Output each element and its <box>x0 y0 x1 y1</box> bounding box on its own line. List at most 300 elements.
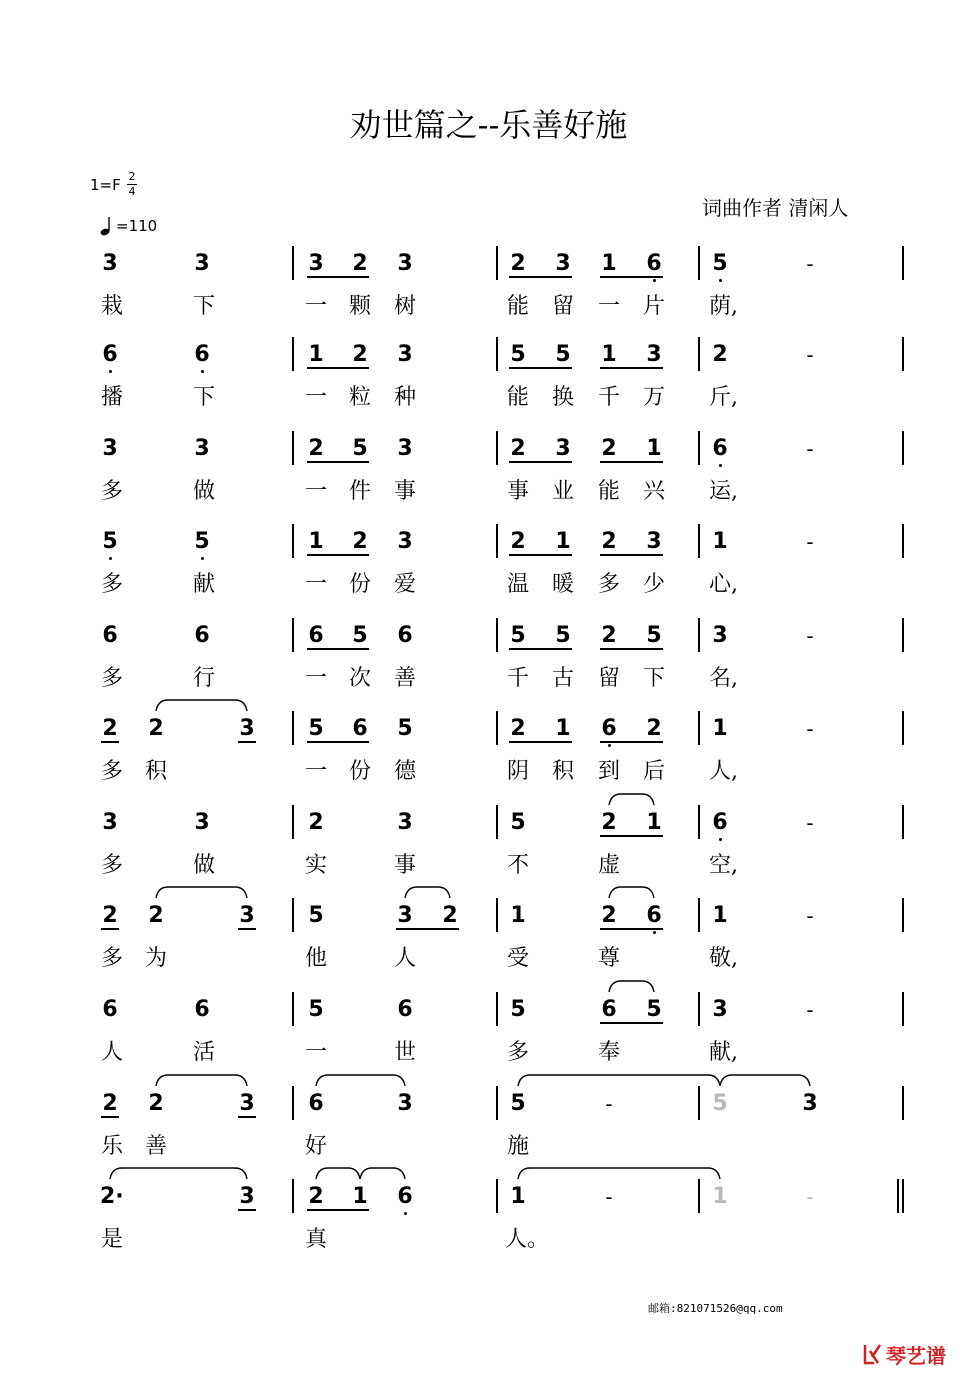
note: 2 <box>601 810 617 835</box>
note: 6 <box>601 716 617 741</box>
bar-line <box>292 1179 294 1213</box>
lyric-syllable: 片 <box>642 294 665 319</box>
lyric-syllable: 是 <box>100 1227 123 1252</box>
note: 3 <box>102 436 118 461</box>
lyric-syllable: 次 <box>348 666 371 691</box>
lyric-syllable: 留 <box>597 666 620 691</box>
lyric-syllable: 千 <box>506 666 529 691</box>
low-octave-dot <box>719 464 722 467</box>
note: 2 <box>102 716 118 741</box>
note: 3 <box>802 1091 818 1116</box>
sustain-dash: - <box>806 1185 814 1209</box>
bar-line <box>698 1086 700 1120</box>
bar-line <box>292 805 294 839</box>
low-octave-dot <box>653 931 656 934</box>
lyric-syllable: 乐 <box>100 1134 123 1159</box>
eighth-note-underline <box>600 554 663 556</box>
bar-line <box>292 898 294 932</box>
bar-line <box>292 992 294 1026</box>
note: 6 <box>102 342 118 367</box>
note: 5 <box>510 1091 526 1116</box>
lyric-syllable: 下 <box>192 294 215 319</box>
bar-line <box>292 524 294 558</box>
slur-tie <box>314 1072 407 1088</box>
note: 2 <box>712 342 728 367</box>
sustain-dash: - <box>605 1092 613 1116</box>
note: 5 <box>352 436 368 461</box>
bar-line <box>496 337 498 371</box>
lyric-syllable: 爱 <box>393 572 416 597</box>
lyric-syllable: 敬, <box>709 946 738 971</box>
lyric-syllable: 不 <box>506 853 529 878</box>
lyric-syllable: 人, <box>709 759 738 784</box>
bar-line <box>902 618 904 652</box>
note: 3 <box>397 436 413 461</box>
note: 1 <box>601 342 617 367</box>
bar-line <box>698 618 700 652</box>
lyric-syllable: 善 <box>144 1134 167 1159</box>
slur-tie <box>314 1165 362 1181</box>
sustain-dash: - <box>806 252 814 276</box>
bar-line <box>496 246 498 280</box>
lyric-syllable: 做 <box>192 853 215 878</box>
lyric-syllable: 心, <box>709 572 738 597</box>
bar-line <box>698 337 700 371</box>
lyric-syllable: 事 <box>393 853 416 878</box>
bar-line <box>292 711 294 745</box>
eighth-note-underline <box>238 1116 256 1118</box>
lyric-syllable: 荫, <box>709 294 738 319</box>
eighth-note-underline <box>101 741 119 743</box>
bar-line <box>292 1086 294 1120</box>
lyric-syllable: 积 <box>144 759 167 784</box>
lyric-syllable: 一 <box>597 294 620 319</box>
note: 6 <box>308 623 324 648</box>
note: 3 <box>712 623 728 648</box>
note: 3 <box>102 810 118 835</box>
note: 5 <box>308 903 324 928</box>
lyric-syllable: 世 <box>393 1040 416 1065</box>
sustain-dash: - <box>806 998 814 1022</box>
note: 1 <box>352 1184 368 1209</box>
note: 2 <box>148 716 164 741</box>
eighth-note-underline <box>307 461 369 463</box>
note: 2 <box>148 903 164 928</box>
eighth-note-underline <box>509 648 572 650</box>
note: 5 <box>646 997 662 1022</box>
eighth-note-underline <box>600 1022 663 1024</box>
bar-line <box>496 898 498 932</box>
slur-tie <box>607 978 656 994</box>
note: 3 <box>397 810 413 835</box>
note: 5 <box>510 810 526 835</box>
lyric-syllable: 名, <box>709 666 738 691</box>
note: 3 <box>194 810 210 835</box>
note: 1 <box>510 903 526 928</box>
slur-tie <box>108 1165 249 1181</box>
sustain-dash: - <box>806 530 814 554</box>
lyric-syllable: 为 <box>144 946 167 971</box>
note: 2 <box>510 529 526 554</box>
eighth-note-underline <box>307 741 369 743</box>
bar-line <box>698 524 700 558</box>
low-octave-dot <box>201 370 204 373</box>
note: 1 <box>308 529 324 554</box>
slur-tie <box>403 884 452 900</box>
lyric-syllable: 多 <box>506 1040 529 1065</box>
note: 2 <box>148 1091 164 1116</box>
note: 2 <box>510 251 526 276</box>
lyric-syllable: 虚 <box>597 853 620 878</box>
note: 3 <box>239 903 255 928</box>
eighth-note-underline <box>307 276 369 278</box>
low-octave-dot <box>719 838 722 841</box>
low-octave-dot <box>719 279 722 282</box>
note: 2 <box>308 1184 324 1209</box>
bar-line <box>292 618 294 652</box>
lyric-syllable: 多 <box>100 759 123 784</box>
eighth-note-underline <box>600 648 663 650</box>
lyric-syllable: 能 <box>597 479 620 504</box>
lyric-syllable: 业 <box>551 479 574 504</box>
sustain-dash: - <box>806 904 814 928</box>
eighth-note-underline <box>307 1209 369 1211</box>
lyric-syllable: 献, <box>709 1040 738 1065</box>
eighth-note-underline <box>600 835 663 837</box>
slur-tie <box>718 1072 812 1088</box>
lyric-syllable: 人。 <box>505 1227 550 1252</box>
lyric-syllable: 空, <box>709 853 738 878</box>
time-signature: 2 4 <box>128 170 136 198</box>
lyric-syllable: 行 <box>192 666 215 691</box>
note: 5 <box>646 623 662 648</box>
lyric-syllable: 一 <box>304 572 327 597</box>
note: 3 <box>308 251 324 276</box>
lyric-syllable: 积 <box>551 759 574 784</box>
bar-line <box>496 1179 498 1213</box>
lyric-syllable: 事 <box>393 479 416 504</box>
composer-credit: 词曲作者 清闲人 <box>702 196 849 220</box>
note: 1 <box>555 529 571 554</box>
lyric-syllable: 千 <box>597 385 620 410</box>
note: 2 <box>442 903 458 928</box>
lyric-syllable: 温 <box>506 572 529 597</box>
lyric-syllable: 一 <box>304 666 327 691</box>
slur-tie <box>358 1165 407 1181</box>
note: 5 <box>308 997 324 1022</box>
note: 6 <box>712 810 728 835</box>
bar-line <box>698 711 700 745</box>
note: 2 <box>510 436 526 461</box>
note: 3 <box>397 529 413 554</box>
lyric-syllable: 换 <box>551 385 574 410</box>
lyric-syllable: 一 <box>304 1040 327 1065</box>
note: 2 <box>601 623 617 648</box>
tempo-mark: =110 <box>116 217 158 235</box>
bar-line <box>698 246 700 280</box>
bar-line <box>496 992 498 1026</box>
eighth-note-underline <box>600 276 663 278</box>
lyric-syllable: 多 <box>100 666 123 691</box>
lyric-syllable: 树 <box>393 294 416 319</box>
note: 5 <box>510 623 526 648</box>
lyric-syllable: 留 <box>551 294 574 319</box>
eighth-note-underline <box>238 741 256 743</box>
note: 2 <box>102 903 118 928</box>
sustain-dash: - <box>806 717 814 741</box>
note: 6 <box>102 997 118 1022</box>
note: 3 <box>194 251 210 276</box>
lyric-syllable: 后 <box>642 759 665 784</box>
note: 3 <box>646 342 662 367</box>
lyric-syllable: 能 <box>506 385 529 410</box>
low-octave-dot <box>608 744 611 747</box>
quarter-note-icon <box>100 216 114 236</box>
bar-line <box>292 246 294 280</box>
slur-tie <box>607 884 656 900</box>
lyric-syllable: 暖 <box>551 572 574 597</box>
lyric-syllable: 种 <box>393 385 416 410</box>
slur-tie <box>516 1165 722 1181</box>
eighth-note-underline <box>101 928 119 930</box>
note: 5 <box>308 716 324 741</box>
note: 5 <box>712 251 728 276</box>
bar-line <box>496 711 498 745</box>
lyric-syllable: 多 <box>100 479 123 504</box>
lyric-syllable: 能 <box>506 294 529 319</box>
note: 2 <box>102 1091 118 1116</box>
note: 5 <box>397 716 413 741</box>
lyric-syllable: 受 <box>506 946 529 971</box>
note: 6 <box>646 251 662 276</box>
lyric-syllable: 善 <box>393 666 416 691</box>
bar-line <box>902 898 904 932</box>
eighth-note-underline <box>238 928 256 930</box>
lyric-syllable: 颗 <box>348 294 371 319</box>
note: 1 <box>646 810 662 835</box>
eighth-note-underline <box>600 928 663 930</box>
eighth-note-underline <box>600 741 663 743</box>
note: 2 <box>601 903 617 928</box>
note: 2 <box>510 716 526 741</box>
note: 3 <box>102 251 118 276</box>
lyric-syllable: 兴 <box>642 479 665 504</box>
note: 3 <box>555 436 571 461</box>
slur-tie <box>154 697 249 713</box>
bar-line <box>698 1179 700 1213</box>
note: 5 <box>102 529 118 554</box>
note: 5 <box>555 623 571 648</box>
bar-line <box>698 992 700 1026</box>
note: 1 <box>712 1184 728 1209</box>
sustain-dash: - <box>605 1185 613 1209</box>
lyric-syllable: 一 <box>304 294 327 319</box>
note: 5 <box>194 529 210 554</box>
low-octave-dot <box>109 557 112 560</box>
lyric-syllable: 人 <box>393 946 416 971</box>
bar-line <box>698 431 700 465</box>
bar-line <box>902 805 904 839</box>
note: 5 <box>510 997 526 1022</box>
note: 6 <box>601 997 617 1022</box>
note: 6 <box>397 1184 413 1209</box>
note: 3 <box>397 251 413 276</box>
key-signature: 1=F <box>90 176 121 194</box>
bar-line <box>292 337 294 371</box>
lyric-syllable: 斤, <box>709 385 738 410</box>
note: 1 <box>712 716 728 741</box>
lyric-syllable: 施 <box>506 1134 529 1159</box>
bar-line <box>902 711 904 745</box>
sustain-dash: - <box>806 624 814 648</box>
lyric-syllable: 少 <box>642 572 665 597</box>
eighth-note-underline <box>509 741 572 743</box>
sustain-dash: - <box>806 437 814 461</box>
note: 3 <box>555 251 571 276</box>
note: 2 <box>308 436 324 461</box>
bar-line <box>902 431 904 465</box>
lyric-syllable: 多 <box>100 853 123 878</box>
eighth-note-underline <box>600 367 663 369</box>
bar-line <box>496 524 498 558</box>
eighth-note-underline <box>307 648 369 650</box>
lyric-syllable: 奉 <box>597 1040 620 1065</box>
lyric-syllable: 粒 <box>348 385 371 410</box>
sustain-dash: - <box>806 343 814 367</box>
bar-line <box>902 1086 904 1120</box>
lyric-syllable: 件 <box>348 479 371 504</box>
lyric-syllable: 下 <box>192 385 215 410</box>
lyric-syllable: 一 <box>304 759 327 784</box>
note: 6 <box>646 903 662 928</box>
bar-line <box>496 1086 498 1120</box>
note: 5 <box>510 342 526 367</box>
lyric-syllable: 德 <box>393 759 416 784</box>
note: 5 <box>352 623 368 648</box>
lyric-syllable: 播 <box>100 385 123 410</box>
lyric-syllable: 一 <box>304 479 327 504</box>
slur-tie <box>154 884 249 900</box>
lyric-syllable: 实 <box>304 853 327 878</box>
note: 3 <box>646 529 662 554</box>
note: 2 <box>352 529 368 554</box>
note: 6 <box>397 997 413 1022</box>
low-octave-dot <box>109 370 112 373</box>
logo-text: 琴艺谱 <box>886 1344 946 1368</box>
bar-line <box>292 431 294 465</box>
note: 6 <box>194 997 210 1022</box>
note: 3 <box>712 997 728 1022</box>
bar-line <box>902 337 904 371</box>
lyric-syllable: 多 <box>597 572 620 597</box>
eighth-note-underline <box>307 367 369 369</box>
note: 1 <box>308 342 324 367</box>
eighth-note-underline <box>509 367 572 369</box>
note: 3 <box>194 436 210 461</box>
bar-line <box>902 992 904 1026</box>
lyric-syllable: 古 <box>551 666 574 691</box>
lyric-syllable: 做 <box>192 479 215 504</box>
eighth-note-underline <box>509 554 572 556</box>
bar-line <box>698 805 700 839</box>
note: 1 <box>601 251 617 276</box>
lyric-syllable: 阴 <box>506 759 529 784</box>
note: 2 <box>601 436 617 461</box>
footer-email: 邮箱:821071526@qq.com <box>648 1302 783 1315</box>
bar-line <box>902 246 904 280</box>
lyric-syllable: 一 <box>304 385 327 410</box>
low-octave-dot <box>653 279 656 282</box>
note: 5 <box>555 342 571 367</box>
slur-tie <box>516 1072 722 1088</box>
note: 3 <box>397 1091 413 1116</box>
note: 6 <box>308 1091 324 1116</box>
note: 6 <box>712 436 728 461</box>
note: 3 <box>397 903 413 928</box>
lyric-syllable: 份 <box>348 759 371 784</box>
slur-tie <box>607 791 656 807</box>
eighth-note-underline <box>238 1209 256 1211</box>
page-title: 劝世篇之--乐善好施 <box>349 106 628 144</box>
note: 1 <box>646 436 662 461</box>
note: 6 <box>352 716 368 741</box>
bar-line <box>496 805 498 839</box>
low-octave-dot <box>201 557 204 560</box>
note: 2 <box>308 810 324 835</box>
lyric-syllable: 下 <box>642 666 665 691</box>
eighth-note-underline <box>101 1116 119 1118</box>
lyric-syllable: 到 <box>597 759 620 784</box>
note: 1 <box>555 716 571 741</box>
lyric-syllable: 尊 <box>597 946 620 971</box>
note: 3 <box>239 1184 255 1209</box>
note: 1 <box>712 903 728 928</box>
lyric-syllable: 人 <box>100 1040 123 1065</box>
lyric-syllable: 栽 <box>100 294 123 319</box>
note: 6 <box>397 623 413 648</box>
note: 6 <box>194 342 210 367</box>
bar-line <box>496 431 498 465</box>
lyric-syllable: 献 <box>192 572 215 597</box>
note: 6 <box>194 623 210 648</box>
note: 3 <box>397 342 413 367</box>
slur-tie <box>154 1072 249 1088</box>
bar-line <box>496 618 498 652</box>
final-bar-line <box>897 1179 899 1213</box>
lyric-syllable: 他 <box>304 946 327 971</box>
lyric-syllable: 真 <box>304 1227 327 1252</box>
note: 2 <box>352 342 368 367</box>
sustain-dash: - <box>806 811 814 835</box>
lyric-syllable: 多 <box>100 572 123 597</box>
note: 1 <box>510 1184 526 1209</box>
note: 2 <box>646 716 662 741</box>
lyric-syllable: 万 <box>642 385 665 410</box>
note: 6 <box>102 623 118 648</box>
eighth-note-underline <box>509 276 572 278</box>
lyric-syllable: 多 <box>100 946 123 971</box>
lyric-syllable: 事 <box>506 479 529 504</box>
eighth-note-underline <box>509 461 572 463</box>
note: 1 <box>712 529 728 554</box>
low-octave-dot <box>404 1212 407 1215</box>
note: 2 <box>601 529 617 554</box>
note: 3 <box>239 716 255 741</box>
lyric-syllable: 份 <box>348 572 371 597</box>
note: 3 <box>239 1091 255 1116</box>
lyric-syllable: 活 <box>192 1040 215 1065</box>
eighth-note-underline <box>307 554 369 556</box>
